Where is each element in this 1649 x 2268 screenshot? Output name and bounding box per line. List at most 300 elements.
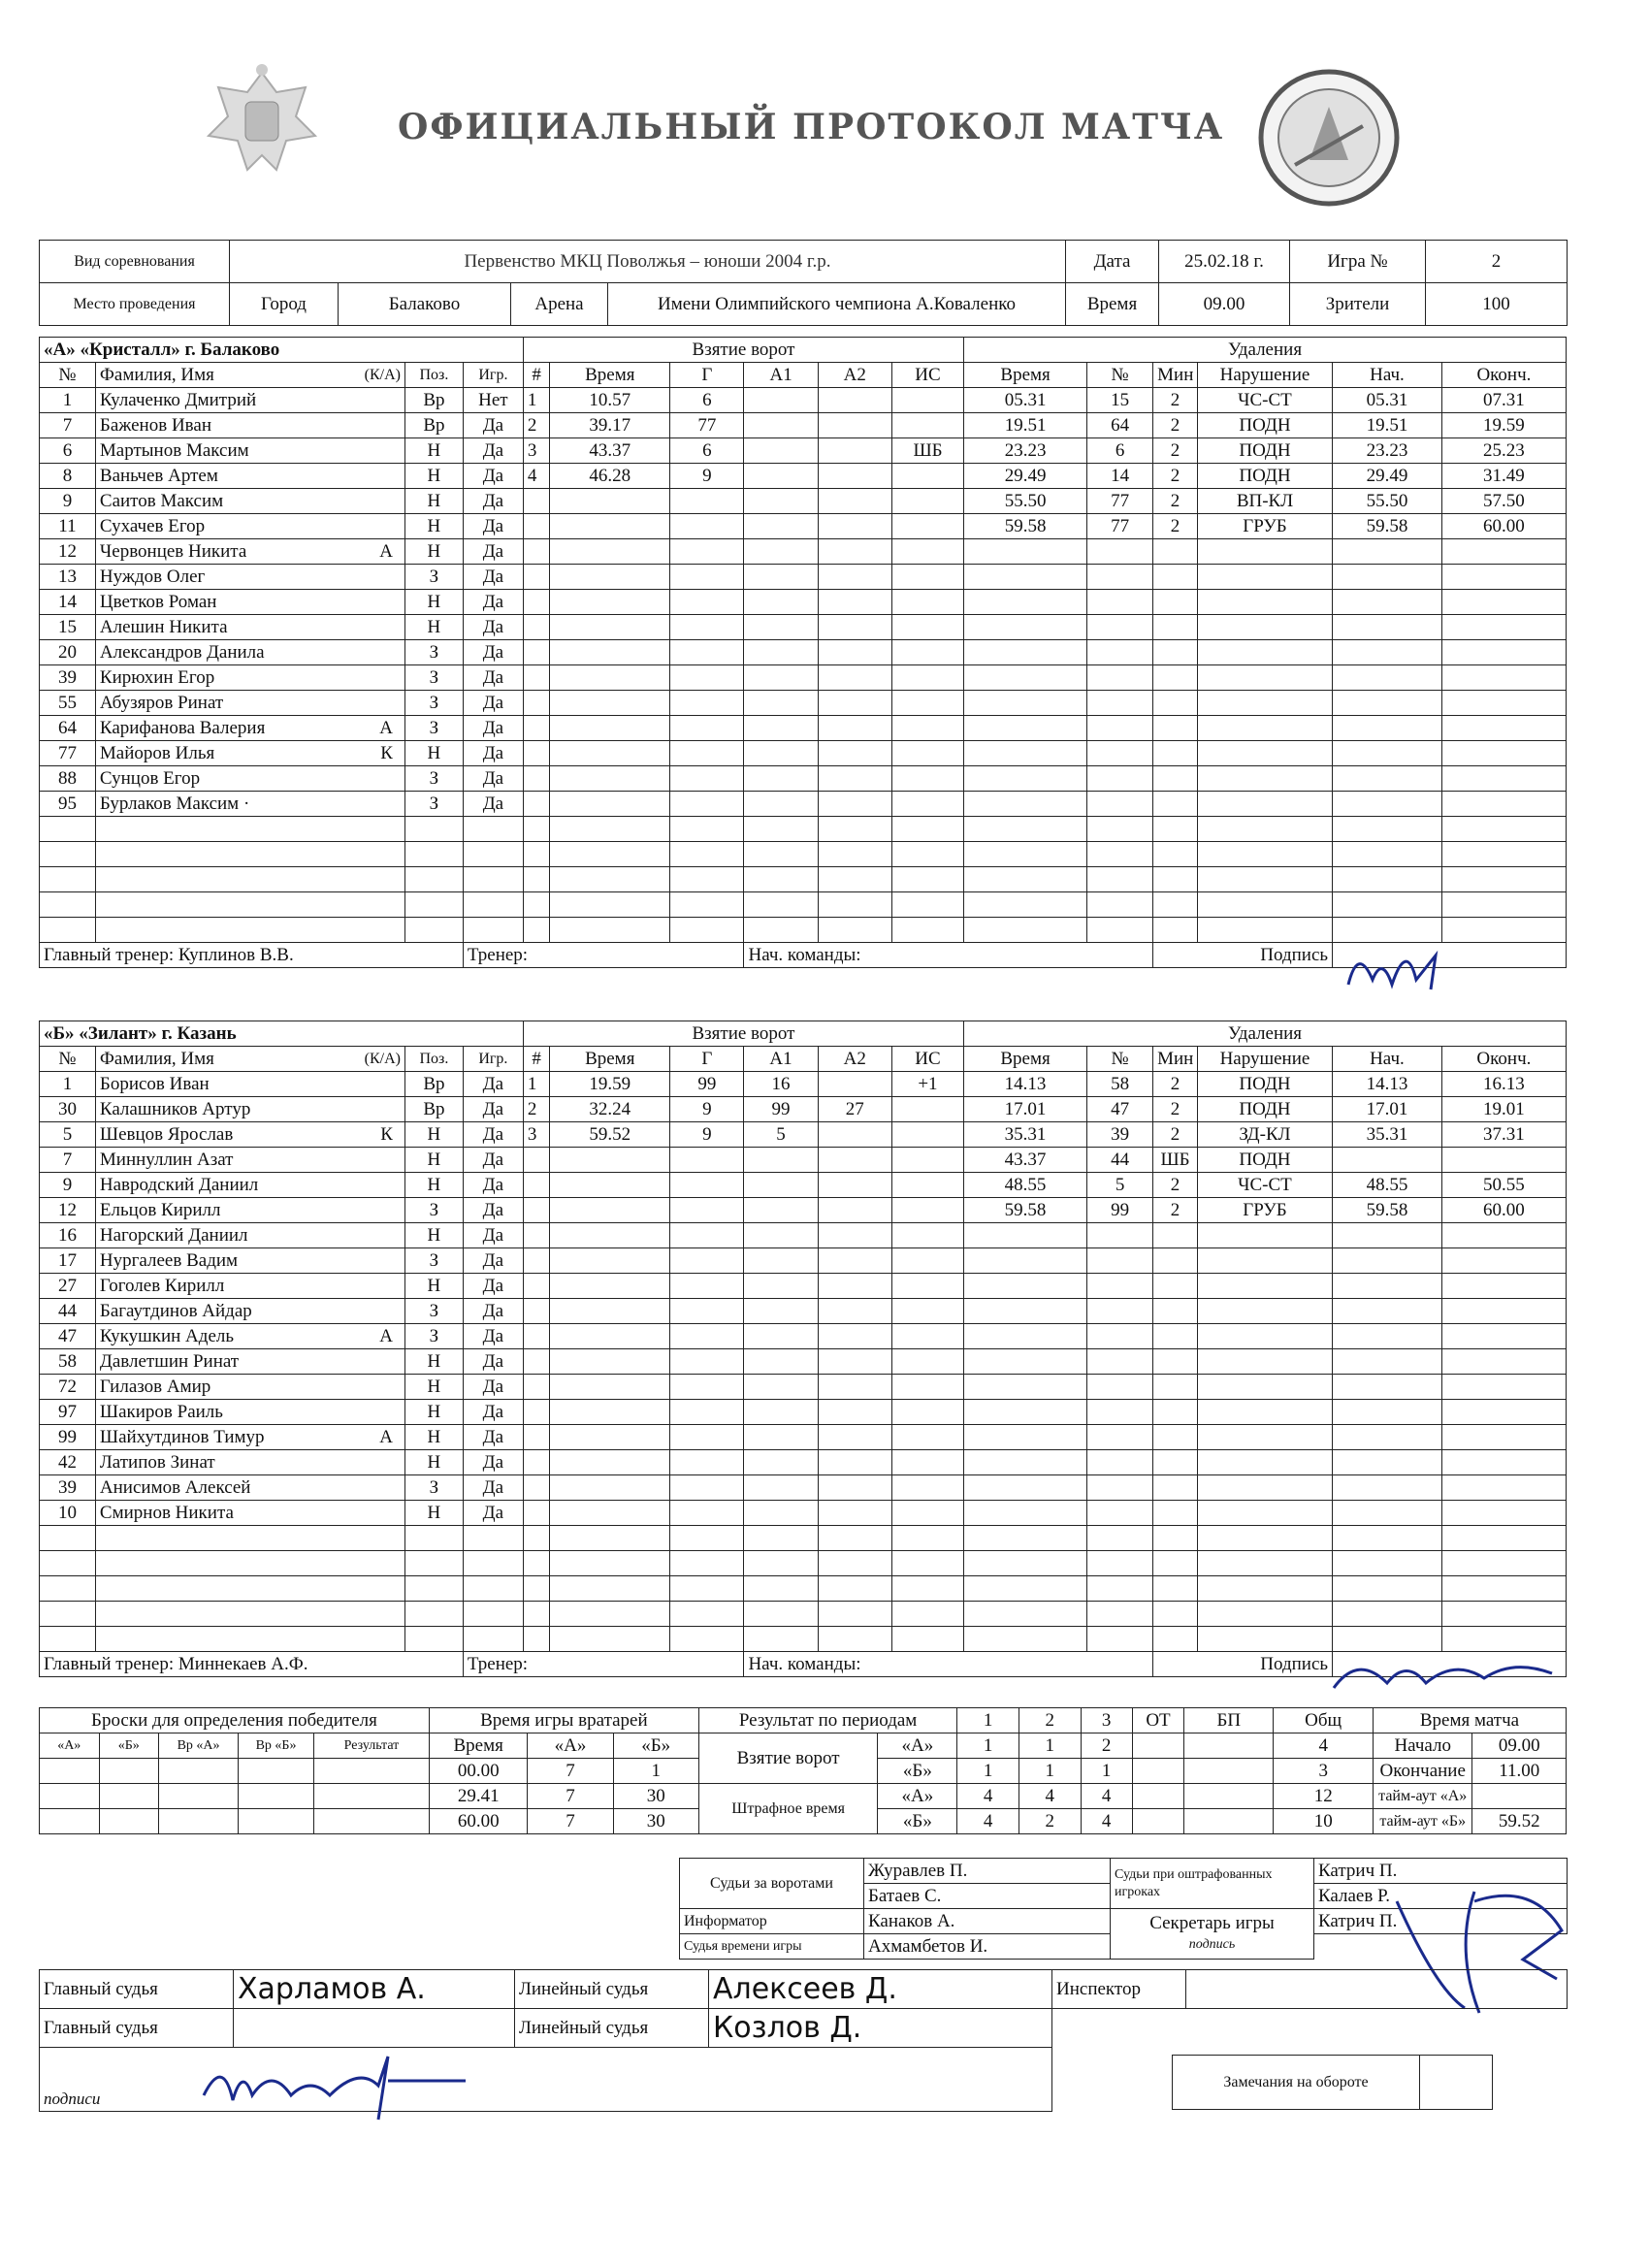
player-name-text: Мартынов Максим [99, 440, 249, 461]
penalty-time [964, 1501, 1087, 1526]
goal-situation [891, 716, 963, 741]
goal-assist-1 [744, 792, 818, 817]
goal-assist-2 [818, 665, 891, 691]
goal-number [523, 892, 549, 918]
goal-assist-2 [818, 918, 891, 943]
penalty-start [1333, 1299, 1442, 1324]
penalty-player [1087, 1551, 1153, 1576]
player-name [95, 565, 404, 590]
goal-scorer [670, 741, 744, 766]
goal-situation [891, 892, 963, 918]
goal-scorer [670, 1602, 744, 1627]
penalty-player [1087, 565, 1153, 590]
penalty-time [964, 539, 1087, 565]
goal-assist-1 [744, 842, 818, 867]
player-played: Да [463, 1223, 523, 1248]
penalty-time [964, 640, 1087, 665]
goal-number: 3 [523, 1122, 549, 1148]
player-name [95, 1299, 404, 1324]
goal-situation [891, 691, 963, 716]
penalty-minutes [1153, 1501, 1198, 1526]
penalty-time: 19.51 [964, 413, 1087, 438]
penalty-infraction [1197, 1501, 1332, 1526]
penalty-start [1333, 1223, 1442, 1248]
penalty-infraction [1197, 1375, 1332, 1400]
penalty-infraction [1197, 867, 1332, 892]
goal-time [550, 1501, 670, 1526]
player-number: 7 [40, 1148, 96, 1173]
goal-time [550, 766, 670, 792]
player-row [40, 1299, 1567, 1324]
goal-assist-1 [744, 1198, 818, 1223]
player-row [40, 1248, 1567, 1274]
player-name-text: Шакиров Раиль [99, 1402, 223, 1422]
player-number [40, 817, 96, 842]
penalty-time: 48.55 [964, 1173, 1087, 1198]
goal-number [523, 1274, 549, 1299]
penalty-time [964, 842, 1087, 867]
penalty-time: 43.37 [964, 1148, 1087, 1173]
player-row [40, 691, 1567, 716]
goal-scorer [670, 892, 744, 918]
penalty-end: 07.31 [1441, 388, 1566, 413]
goal-assist-2: 27 [818, 1097, 891, 1122]
goal-scorer [670, 1173, 744, 1198]
goal-assist-2 [818, 514, 891, 539]
col-min: Мин [1153, 363, 1198, 388]
player-name [95, 1122, 404, 1148]
time-label: Время [1066, 283, 1159, 326]
goal-time [550, 1375, 670, 1400]
goal-number [523, 918, 549, 943]
player-number: 42 [40, 1450, 96, 1475]
penalty-minutes: ШБ [1153, 1148, 1198, 1173]
penalty-player: 44 [1087, 1148, 1153, 1173]
penalty-end: 60.00 [1441, 514, 1566, 539]
goal-assist-2 [818, 464, 891, 489]
player-number [40, 1576, 96, 1602]
referee-2 [234, 2009, 515, 2048]
col-end: Оконч. [1441, 363, 1566, 388]
goal-number [523, 1198, 549, 1223]
penalty-start [1333, 1400, 1442, 1425]
col-num: № [40, 1047, 96, 1072]
goalie-time-cell: 7 [528, 1809, 613, 1834]
period-cell [1184, 1784, 1274, 1809]
penalty-player [1087, 539, 1153, 565]
player-number: 64 [40, 716, 96, 741]
goal-situation [891, 565, 963, 590]
player-position: З [404, 1324, 463, 1349]
period-row-team: «А» [878, 1733, 957, 1759]
summary-table [39, 1707, 1567, 1834]
penalty-end [1441, 867, 1566, 892]
goal-number: 1 [523, 388, 549, 413]
player-position: З [404, 1299, 463, 1324]
goal-number [523, 1475, 549, 1501]
col-min: Мин [1153, 1047, 1198, 1072]
penalty-time: 35.31 [964, 1122, 1087, 1148]
player-name-text: Давлетшин Ринат [99, 1351, 240, 1372]
goal-number [523, 1526, 549, 1551]
goal-number [523, 741, 549, 766]
penalty-player [1087, 665, 1153, 691]
player-number [40, 892, 96, 918]
goal-scorer [670, 842, 744, 867]
game-value: 2 [1426, 241, 1568, 283]
goal-assist-1 [744, 1526, 818, 1551]
goal-scorer [670, 565, 744, 590]
player-position: Н [404, 741, 463, 766]
goal-situation [891, 413, 963, 438]
player-row [40, 539, 1567, 565]
penalty-end [1441, 615, 1566, 640]
player-role: К [380, 1124, 393, 1145]
penalty-time [964, 1450, 1087, 1475]
player-played: Да [463, 792, 523, 817]
penalty-minutes [1153, 590, 1198, 615]
referee-1: Харламов А. [234, 1970, 515, 2009]
penalties-header: Удаления [964, 1021, 1567, 1047]
penalty-player [1087, 1450, 1153, 1475]
goal-scorer [670, 1475, 744, 1501]
timekeeper-label: Судья времени игры [680, 1934, 864, 1960]
goal-situation [891, 1501, 963, 1526]
goal-assist-2 [818, 388, 891, 413]
player-row [40, 1551, 1567, 1576]
player-number: 12 [40, 1198, 96, 1223]
penalty-end [1441, 1602, 1566, 1627]
player-position: З [404, 766, 463, 792]
player-name-text: Цветков Роман [99, 592, 217, 612]
player-position: Н [404, 1274, 463, 1299]
goalie-time-cell: 29.41 [429, 1784, 528, 1809]
period-pim-label: Штрафное время [698, 1784, 878, 1834]
goal-situation [891, 918, 963, 943]
player-number: 10 [40, 1501, 96, 1526]
player-row [40, 1425, 1567, 1450]
goal-situation [891, 1299, 963, 1324]
penalty-minutes [1153, 565, 1198, 590]
goal-scorer [670, 1349, 744, 1375]
player-name [95, 1375, 404, 1400]
penalty-start [1333, 1425, 1442, 1450]
goalie-col-a: «А» [528, 1733, 613, 1759]
penalty-minutes: 2 [1153, 464, 1198, 489]
col-ptime: Время [964, 363, 1087, 388]
player-role: А [379, 718, 393, 738]
penalty-infraction: ЗД-КЛ [1197, 1122, 1332, 1148]
goal-scorer [670, 514, 744, 539]
goal-assist-1 [744, 1602, 818, 1627]
player-played: Да [463, 1097, 523, 1122]
player-number: 99 [40, 1425, 96, 1450]
match-time-label: тайм-аут «А» [1373, 1784, 1472, 1809]
goal-judge-2: Батаев С. [864, 1884, 1111, 1909]
player-name [95, 1324, 404, 1349]
penalty-infraction: ПОДН [1197, 1097, 1332, 1122]
player-played [463, 918, 523, 943]
goal-assist-2 [818, 1602, 891, 1627]
goal-number [523, 590, 549, 615]
col-gnum: # [523, 363, 549, 388]
goal-time [550, 1602, 670, 1627]
goal-assist-2 [818, 1324, 891, 1349]
player-name [95, 615, 404, 640]
goal-time: 10.57 [550, 388, 670, 413]
penalty-time [964, 1299, 1087, 1324]
goalie-time-title: Время игры вратарей [429, 1708, 698, 1733]
player-position [404, 1526, 463, 1551]
penalty-minutes: 2 [1153, 1173, 1198, 1198]
period-cell [1184, 1759, 1274, 1784]
goal-situation [891, 766, 963, 792]
player-played: Да [463, 1501, 523, 1526]
goal-scorer: 9 [670, 464, 744, 489]
inspector-value [1186, 1970, 1568, 2009]
player-played: Да [463, 590, 523, 615]
goal-assist-1 [744, 539, 818, 565]
penalty-end [1441, 1425, 1566, 1450]
spectators-label: Зрители [1290, 283, 1426, 326]
goal-number [523, 792, 549, 817]
penalty-start: 17.01 [1333, 1097, 1442, 1122]
goal-time [550, 640, 670, 665]
penalty-minutes [1153, 741, 1198, 766]
player-name-text: Алешин Никита [99, 617, 228, 637]
goal-situation [891, 817, 963, 842]
penalty-end [1441, 665, 1566, 691]
penalty-time [964, 1248, 1087, 1274]
player-name-text: Карифанова Валерия [99, 718, 266, 738]
player-played: Да [463, 565, 523, 590]
goal-assist-1 [744, 1223, 818, 1248]
penalty-infraction [1197, 1274, 1332, 1299]
goal-time: 32.24 [550, 1097, 670, 1122]
penalty-player: 47 [1087, 1097, 1153, 1122]
goal-number [523, 665, 549, 691]
player-name-text: Сухачев Егор [99, 516, 206, 536]
goal-number [523, 1627, 549, 1652]
player-position [404, 842, 463, 867]
penalty-minutes [1153, 1324, 1198, 1349]
goal-assist-2 [818, 1122, 891, 1148]
goal-time [550, 615, 670, 640]
goal-time [550, 817, 670, 842]
goal-assist-1 [744, 438, 818, 464]
penalty-infraction [1197, 918, 1332, 943]
goal-assist-1 [744, 1400, 818, 1425]
player-name [95, 1198, 404, 1223]
player-name [95, 1148, 404, 1173]
player-number: 30 [40, 1097, 96, 1122]
shootout-col-goalie-b: Вр «Б» [239, 1733, 314, 1759]
goal-number [523, 1148, 549, 1173]
player-name [95, 665, 404, 691]
penalty-infraction [1197, 817, 1332, 842]
goal-scorer [670, 1425, 744, 1450]
col-ptime: Время [964, 1047, 1087, 1072]
period-cell [1132, 1784, 1183, 1809]
ot-header: ОТ [1132, 1708, 1183, 1733]
penalty-infraction [1197, 1299, 1332, 1324]
linesman-1: Алексеев Д. [709, 1970, 1052, 2009]
penalty-player [1087, 716, 1153, 741]
goal-situation [891, 1324, 963, 1349]
player-played: Да [463, 514, 523, 539]
penalty-minutes [1153, 691, 1198, 716]
penalty-infraction [1197, 1475, 1332, 1501]
goal-assist-1 [744, 665, 818, 691]
goal-scorer [670, 1400, 744, 1425]
penalty-player [1087, 892, 1153, 918]
penalty-start [1333, 1526, 1442, 1551]
penalty-start [1333, 1450, 1442, 1475]
period-cell: 1 [1018, 1759, 1081, 1784]
player-number [40, 1526, 96, 1551]
goal-assist-2 [818, 716, 891, 741]
period-2-header: 2 [1018, 1708, 1081, 1733]
penalty-minutes [1153, 766, 1198, 792]
player-position: З [404, 1248, 463, 1274]
penalty-end [1441, 817, 1566, 842]
col-end: Оконч. [1441, 1047, 1566, 1072]
goal-assist-2 [818, 565, 891, 590]
period-total: 12 [1274, 1784, 1374, 1809]
goal-situation [891, 640, 963, 665]
goal-time [550, 1223, 670, 1248]
informer-value: Канаков А. [864, 1909, 1111, 1934]
goal-scorer [670, 615, 744, 640]
penalty-player [1087, 1349, 1153, 1375]
goal-situation [891, 539, 963, 565]
penalty-time [964, 1475, 1087, 1501]
goal-assist-2 [818, 1425, 891, 1450]
penalty-judge-2: Калаев Р. [1314, 1884, 1568, 1909]
player-position: Н [404, 489, 463, 514]
goal-assist-1 [744, 1274, 818, 1299]
goal-assist-1 [744, 716, 818, 741]
referee-label-1: Главный судья [40, 1970, 234, 2009]
goal-assist-2 [818, 1349, 891, 1375]
player-name [95, 741, 404, 766]
col-infraction: Нарушение [1197, 363, 1332, 388]
penalty-end [1441, 640, 1566, 665]
player-name-text: Абузяров Ринат [99, 693, 224, 713]
goal-time [550, 918, 670, 943]
goal-time [550, 741, 670, 766]
penalty-time: 23.23 [964, 438, 1087, 464]
player-number: 5 [40, 1122, 96, 1148]
penalty-minutes: 2 [1153, 413, 1198, 438]
penalty-minutes: 2 [1153, 1097, 1198, 1122]
goal-situation [891, 1274, 963, 1299]
col-gtime: Время [550, 1047, 670, 1072]
player-row [40, 388, 1567, 413]
goal-situation [891, 1450, 963, 1475]
player-played [463, 842, 523, 867]
player-name [95, 539, 404, 565]
period-cell: 2 [1018, 1809, 1081, 1834]
penalties-header: Удаления [964, 338, 1567, 363]
venue-label: Место проведения [40, 283, 230, 326]
goal-assist-1: 16 [744, 1072, 818, 1097]
signatures-label: подписи [40, 2048, 1052, 2112]
player-row [40, 565, 1567, 590]
goal-number [523, 1375, 549, 1400]
player-position: З [404, 792, 463, 817]
penalty-minutes [1153, 817, 1198, 842]
goal-number [523, 640, 549, 665]
shootout-col-a: «А» [40, 1733, 100, 1759]
period-cell [1184, 1809, 1274, 1834]
player-number: 13 [40, 565, 96, 590]
match-time-label: Окончание [1373, 1759, 1472, 1784]
goal-number [523, 1223, 549, 1248]
goal-situation: ШБ [891, 438, 963, 464]
goal-assist-2 [818, 1248, 891, 1274]
penalty-time [964, 1223, 1087, 1248]
player-name [95, 1349, 404, 1375]
penalty-time [964, 590, 1087, 615]
player-row [40, 514, 1567, 539]
penalty-start [1333, 817, 1442, 842]
player-number [40, 1602, 96, 1627]
goalie-time-cell: 1 [613, 1759, 698, 1784]
goal-situation [891, 1173, 963, 1198]
col-a2: А2 [818, 363, 891, 388]
goalie-time-cell: 60.00 [429, 1809, 528, 1834]
goal-assist-2 [818, 1627, 891, 1652]
goal-number [523, 1551, 549, 1576]
penalty-minutes [1153, 1425, 1198, 1450]
player-row [40, 1097, 1567, 1122]
player-name-text: Ельцов Кирилл [99, 1200, 221, 1220]
penalty-player [1087, 1223, 1153, 1248]
player-row [40, 716, 1567, 741]
penalty-end [1441, 1400, 1566, 1425]
player-played: Да [463, 665, 523, 691]
penalty-end [1441, 1223, 1566, 1248]
goal-time [550, 1349, 670, 1375]
player-name-text: Майоров Илья [99, 743, 215, 763]
team-title: «А» «Кристалл» г. Балаково [40, 338, 524, 363]
player-played [463, 1602, 523, 1627]
player-name [95, 1248, 404, 1274]
player-position: З [404, 565, 463, 590]
player-position: Н [404, 1148, 463, 1173]
head-coach: Главный тренер: Куплинов В.В. [40, 943, 464, 968]
goal-situation [891, 615, 963, 640]
goal-assist-2 [818, 1173, 891, 1198]
date-label: Дата [1066, 241, 1159, 283]
penalty-end [1441, 539, 1566, 565]
team-chief: Нач. команды: [744, 943, 1153, 968]
penalty-player [1087, 1400, 1153, 1425]
player-number: 88 [40, 766, 96, 792]
penalty-infraction: ВП-КЛ [1197, 489, 1332, 514]
col-played: Игр. [463, 1047, 523, 1072]
player-played: Да [463, 1274, 523, 1299]
goal-time [550, 1526, 670, 1551]
period-cell: 4 [957, 1784, 1019, 1809]
goal-time: 19.59 [550, 1072, 670, 1097]
goal-assist-1 [744, 1551, 818, 1576]
goal-assist-1 [744, 1425, 818, 1450]
penalty-time: 55.50 [964, 489, 1087, 514]
player-name [95, 438, 404, 464]
player-row [40, 817, 1567, 842]
